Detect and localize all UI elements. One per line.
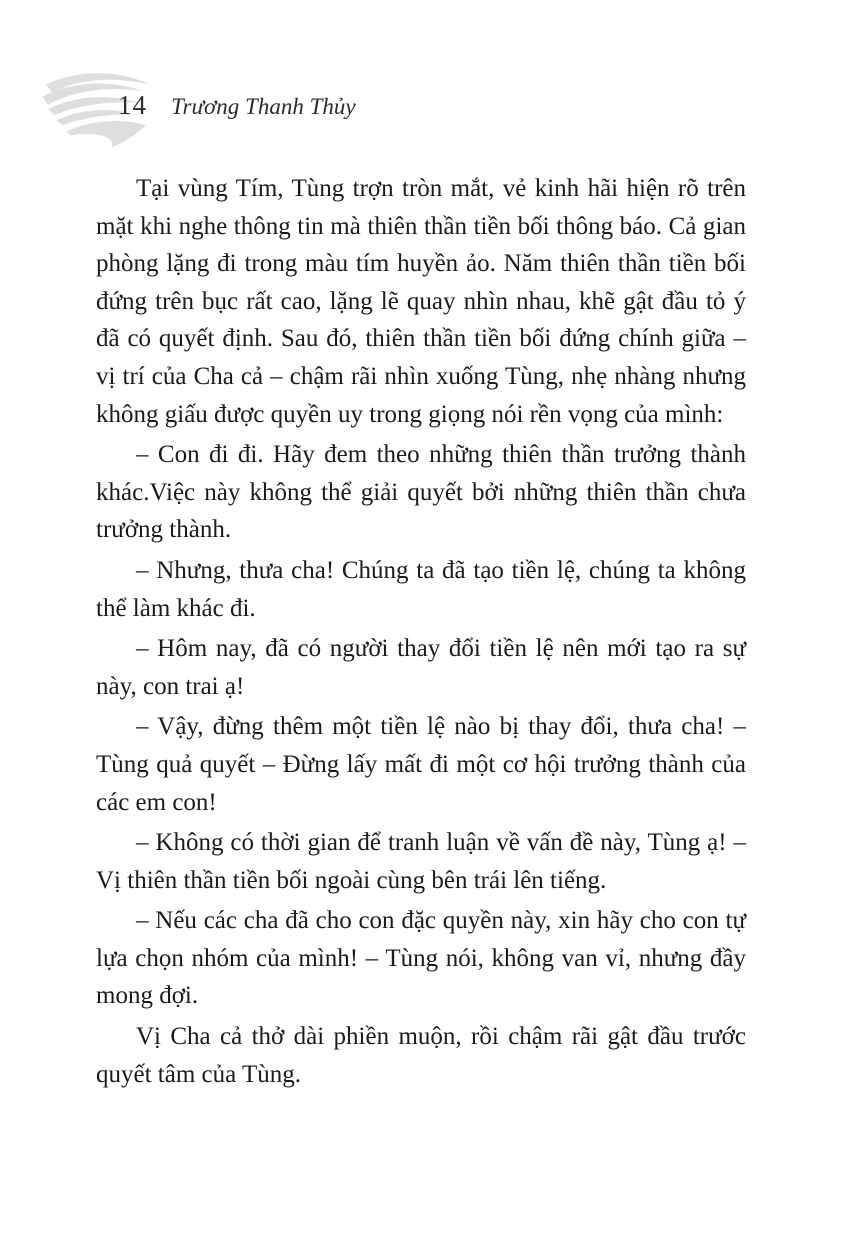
paragraph: Tại vùng Tím, Tùng trợn tròn mắt, vẻ kinh hãi hiện rõ trên mặt khi nghe thông tin mà thiên thần tiền bối thông báo. Cả gian phòng lặng đi trong màu tím huyền ảo. Năm thiên thần tiền bối đứng trên bục rất cao, lặng lẽ quay nhìn nhau, khẽ gật đầu tỏ ý đã có quyết định. Sau đó, thiên thần tiền bối đứng chính giữa – vị trí của Cha cả – chậm rãi nhìn xuống Tùng, nhẹ nhàng nhưng không giấu được quyền uy trong giọng nói rền vọng của mình: — [96, 175, 746, 428]
page-header — [118, 90, 356, 121]
paragraph: – Nhưng, thưa cha! Chúng ta đã tạo tiền lệ, chúng ta không thể làm khác đi. — [96, 556, 746, 622]
paragraph: – Không có thời gian để tranh luận về vấn đề này, Tùng ạ! – Vị thiên thần tiền bối ngoài cùng bên trái lên tiếng. — [96, 829, 746, 894]
paragraph: – Con đi đi. Hãy đem theo những thiên thần trưởng thành khác.Việc này không thể giải quyết bởi những thiên thần chưa trưởng thành. — [96, 441, 746, 544]
body-text — [96, 170, 746, 1096]
author-name: Trương Thanh Thủy — [171, 94, 356, 119]
paragraph: Vị Cha cả thở dài phiền muộn, rồi chậm rãi gật đầu trước quyết tâm của Tùng. — [96, 1023, 746, 1088]
paragraph: – Hôm nay, đã có người thay đổi tiền lệ nên mới tạo ra sự này, con trai ạ! — [96, 635, 746, 700]
paragraph: – Vậy, đừng thêm một tiền lệ nào bị thay đổi, thưa cha! – Tùng quả quyết – Đừng lấy mất đi một cơ hội trưởng thành của các em con! — [96, 713, 746, 816]
paragraph: – Nếu các cha đã cho con đặc quyền này, xin hãy cho con tự lựa chọn nhóm của mình! – Tùng nói, không van vỉ, nhưng đầy mong đợi. — [96, 907, 746, 1010]
page-number: 14 — [118, 90, 147, 120]
